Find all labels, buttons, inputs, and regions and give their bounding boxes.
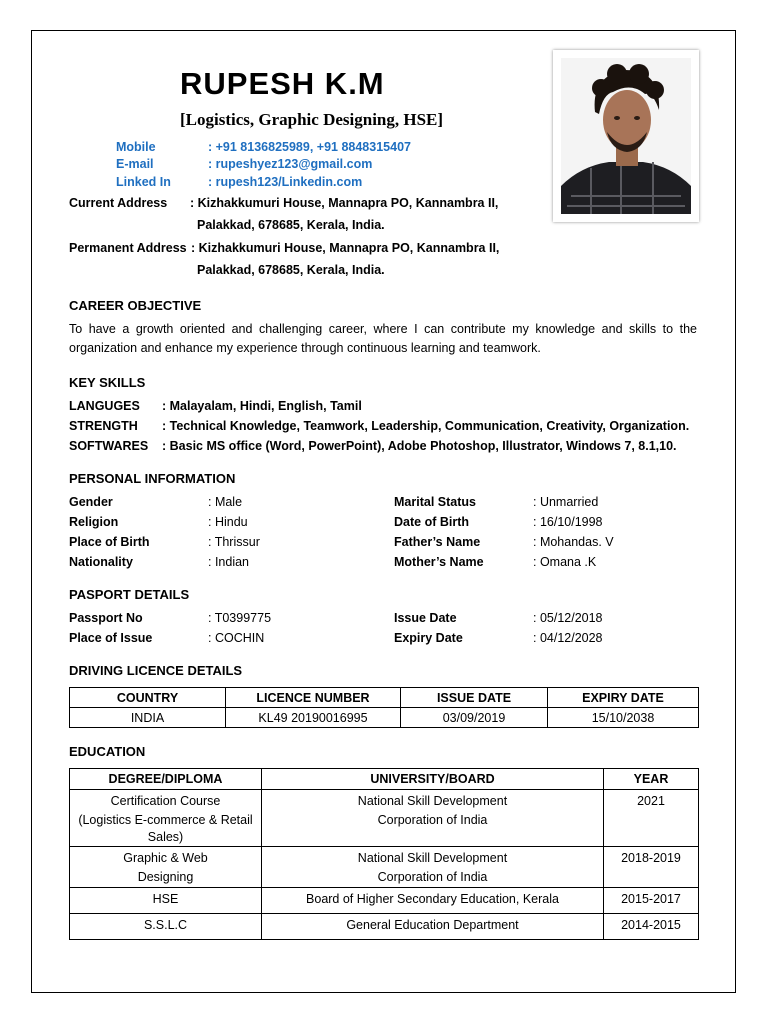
table-row (70, 790, 699, 847)
education-heading: EDUCATION (69, 744, 146, 759)
table-row (70, 914, 699, 940)
linkedin-label: Linked In (116, 175, 171, 189)
passport-details-heading: PASPORT DETAILS (69, 587, 190, 602)
candidate-name: RUPESH K.M (180, 66, 385, 101)
degree-line: Sales) (147, 830, 184, 844)
board-line: National Skill Development (357, 794, 508, 808)
licence-country: INDIA (70, 708, 226, 728)
permanent-address-line2: Palakkad, 678685, Kerala, India. (197, 263, 385, 277)
current-address-line2: Palakkad, 678685, Kerala, India. (197, 218, 385, 232)
place-of-birth-value: : Thrissur (208, 535, 260, 549)
driving-licence-table (69, 687, 699, 728)
email-label: E-mail (116, 157, 154, 171)
board-line: National Skill Development (357, 851, 508, 865)
education-degree (70, 888, 262, 914)
marital-status-label: Marital Status (394, 495, 476, 509)
nationality-value: : Indian (208, 555, 250, 569)
board-line: Board of Higher Secondary Education, Kerala (306, 892, 559, 906)
career-objective-heading: CAREER OBJECTIVE (69, 298, 202, 313)
date-of-birth-label: Date of Birth (394, 515, 469, 529)
degree-line: Designing (137, 870, 194, 884)
mobile-label: Mobile (116, 140, 156, 154)
date-of-birth-value: : 16/10/1998 (533, 515, 603, 529)
education-col-degree: DEGREE/DIPLOMA (70, 769, 262, 790)
languages-label: LANGUGES (69, 399, 140, 413)
education-table (69, 768, 699, 940)
education-col-board: UNIVERSITY/BOARD (262, 769, 604, 790)
education-year: 2018-2019 (604, 847, 699, 888)
religion-value: : Hindu (208, 515, 248, 529)
education-degree (70, 847, 262, 888)
passport-no-label: Passport No (69, 611, 143, 625)
expiry-date-label: Expiry Date (394, 631, 463, 645)
linkedin-value[interactable]: : rupesh123/Linkedin.com (208, 175, 363, 189)
mothers-name-value: : Omana .K (533, 555, 597, 569)
place-of-issue-value: : COCHIN (208, 631, 265, 645)
permanent-address-label: Permanent Address (69, 241, 187, 255)
degree-line: (Logistics E-commerce & Retail (78, 813, 253, 827)
education-col-year: YEAR (604, 769, 699, 790)
profile-photo-image (561, 58, 691, 214)
mobile-value: : +91 8136825989, +91 8848315407 (208, 140, 411, 154)
education-board (262, 790, 604, 847)
mothers-name-label: Mother’s Name (394, 555, 484, 569)
gender-value: : Male (208, 495, 243, 509)
licence-col-issue: ISSUE DATE (401, 688, 548, 708)
degree-line: Certification Course (110, 794, 221, 808)
fathers-name-value: : Mohandas. V (533, 535, 614, 549)
fathers-name-label: Father’s Name (394, 535, 481, 549)
table-row (70, 708, 699, 728)
marital-status-value: : Unmarried (533, 495, 599, 509)
current-address-label: Current Address (69, 196, 168, 210)
licence-expiry-date: 15/10/2038 (548, 708, 699, 728)
nationality-label: Nationality (69, 555, 133, 569)
education-header-row (70, 769, 699, 790)
licence-issue-date: 03/09/2019 (401, 708, 548, 728)
softwares-value: : Basic MS office (Word, PowerPoint), Adobe Photoshop, Illustrator, Windows 7, 8.1,10. (162, 439, 677, 453)
education-year: 2014-2015 (604, 914, 699, 940)
issue-date-label: Issue Date (394, 611, 457, 625)
personal-information-heading: PERSONAL INFORMATION (69, 471, 236, 486)
licence-col-expiry: EXPIRY DATE (548, 688, 699, 708)
candidate-subtitle: [Logistics, Graphic Designing, HSE] (180, 110, 444, 129)
licence-col-country: COUNTRY (70, 688, 226, 708)
passport-no-value: : T0399775 (208, 611, 272, 625)
education-year: 2021 (604, 790, 699, 847)
expiry-date-value: : 04/12/2028 (533, 631, 603, 645)
gender-label: Gender (69, 495, 113, 509)
education-degree (70, 914, 262, 940)
key-skills-heading: KEY SKILLS (69, 375, 146, 390)
board-line: Corporation of India (377, 870, 488, 884)
licence-col-number: LICENCE NUMBER (226, 688, 401, 708)
profile-photo (553, 50, 699, 222)
issue-date-value: : 05/12/2018 (533, 611, 603, 625)
current-address-line1: : Kizhakkumuri House, Mannapra PO, Kannambra II, (190, 196, 499, 210)
career-objective-text: To have a growth oriented and challenging career, where I can contribute my knowledge and skills to the organization and enhance my experience through continuous learning and teamwork. (69, 322, 697, 355)
education-board (262, 888, 604, 914)
languages-value: : Malayalam, Hindi, English, Tamil (162, 399, 362, 413)
licence-number: KL49 20190016995 (226, 708, 401, 728)
strength-label: STRENGTH (69, 419, 138, 433)
email-value[interactable]: : rupeshyez123@gmail.com (208, 157, 373, 171)
education-board (262, 914, 604, 940)
degree-line: HSE (152, 892, 179, 906)
board-line: Corporation of India (377, 813, 488, 827)
softwares-label: SOFTWARES (69, 439, 149, 453)
driving-licence-heading: DRIVING LICENCE DETAILS (69, 663, 243, 678)
permanent-address-line1: : Kizhakkumuri House, Mannapra PO, Kannambra II, (191, 241, 500, 255)
education-degree (70, 790, 262, 847)
place-of-birth-label: Place of Birth (69, 535, 150, 549)
degree-line: S.S.L.C (143, 918, 188, 932)
board-line: General Education Department (346, 918, 519, 932)
licence-header-row (70, 688, 699, 708)
education-year: 2015-2017 (604, 888, 699, 914)
table-row (70, 888, 699, 914)
table-row (70, 847, 699, 888)
degree-line: Graphic & Web (123, 851, 208, 865)
religion-label: Religion (69, 515, 119, 529)
strength-value: : Technical Knowledge, Teamwork, Leadership, Communication, Creativity, Organization. (162, 419, 690, 433)
place-of-issue-label: Place of Issue (69, 631, 153, 645)
education-board (262, 847, 604, 888)
